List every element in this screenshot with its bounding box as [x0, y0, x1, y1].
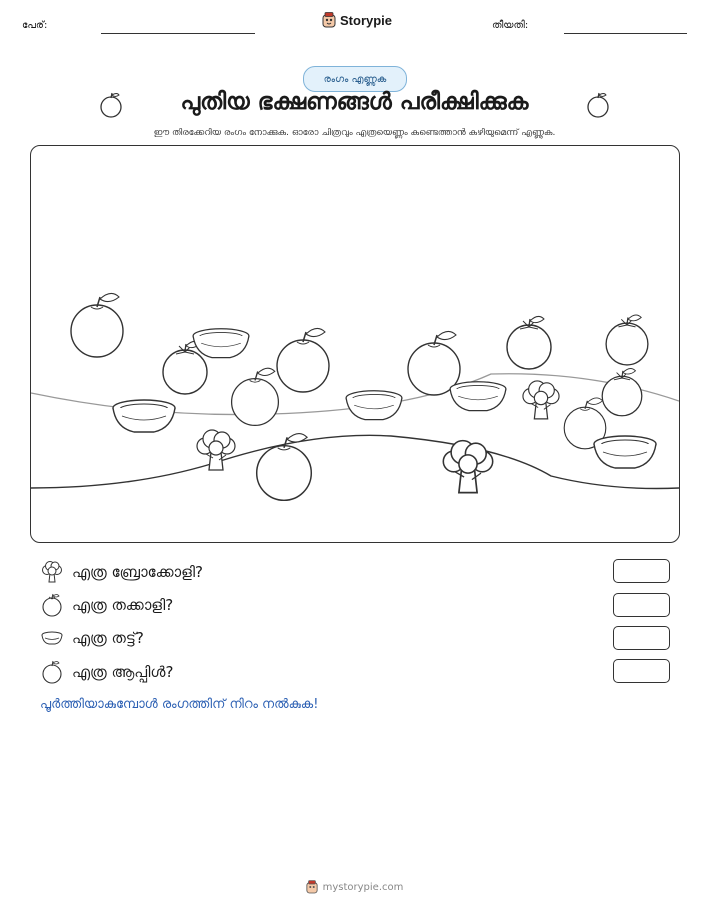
- brand-logo: [322, 12, 392, 28]
- question-text: എത്ര തക്കാളി?: [72, 596, 174, 614]
- tomato: [507, 316, 551, 369]
- tomato: [606, 315, 648, 365]
- name-line[interactable]: [101, 33, 255, 34]
- name-label: പേര്:: [22, 20, 48, 31]
- counting-scene: [30, 145, 680, 543]
- date-line[interactable]: [564, 33, 687, 34]
- question-text: എത്ര തട്ട്?: [72, 629, 144, 647]
- mascot-icon: [306, 880, 318, 894]
- answer-box-broccoli[interactable]: [613, 559, 670, 583]
- broccoli: [197, 430, 235, 470]
- tomato: [602, 368, 642, 415]
- question-bowl: [40, 626, 144, 650]
- apple-icon: [40, 660, 64, 684]
- brand-name: Storypie: [340, 12, 393, 28]
- bowl: [346, 391, 402, 420]
- bowl: [193, 329, 249, 358]
- apple: [257, 434, 312, 501]
- question-apple: [40, 660, 173, 684]
- answer-box-tomato[interactable]: [613, 593, 670, 617]
- broccoli: [443, 441, 492, 493]
- tomato-icon: [40, 593, 64, 617]
- apple: [277, 328, 329, 392]
- instructions: ഈ തിരക്കേറിയ രംഗം നോക്കുക. ഓരോ ചിത്രവും എത്രയെണ്ണം കണ്ടെത്താൻ കഴിയുമെന്ന് എണ്ണുക.: [153, 128, 556, 138]
- question-text: എത്ര ബ്രോക്കോളി?: [72, 563, 204, 581]
- section-badge: രംഗം എണ്ണുക: [303, 66, 407, 92]
- answer-box-apple[interactable]: [613, 659, 670, 683]
- apple: [71, 293, 123, 357]
- page-title: പുതിയ ഭക്ഷണങ്ങൾ പരീക്ഷിക്കുക: [180, 89, 529, 115]
- footer-url[interactable]: mystorypie.com: [322, 881, 404, 893]
- date-label: തീയതി:: [492, 20, 529, 31]
- question-tomato: [40, 593, 173, 617]
- apple-icon: [585, 91, 611, 119]
- broccoli-icon: [40, 560, 64, 584]
- scene-drawing: [31, 146, 679, 542]
- bowl: [594, 436, 656, 468]
- apple: [408, 331, 460, 395]
- question-text: എത്ര ആപ്പിൾ?: [72, 663, 174, 681]
- apple: [232, 368, 279, 425]
- mascot-icon: [322, 12, 336, 28]
- footer: [0, 880, 709, 894]
- answer-box-bowl[interactable]: [613, 626, 670, 650]
- question-broccoli: [40, 560, 203, 584]
- coloring-instruction: പൂർത്തിയാകുമ്പോൾ രംഗത്തിന് നിറം നൽകുക!: [40, 697, 319, 712]
- bowl: [113, 400, 175, 432]
- bowl-icon: [40, 626, 64, 650]
- bowl: [450, 382, 506, 411]
- broccoli: [523, 381, 559, 419]
